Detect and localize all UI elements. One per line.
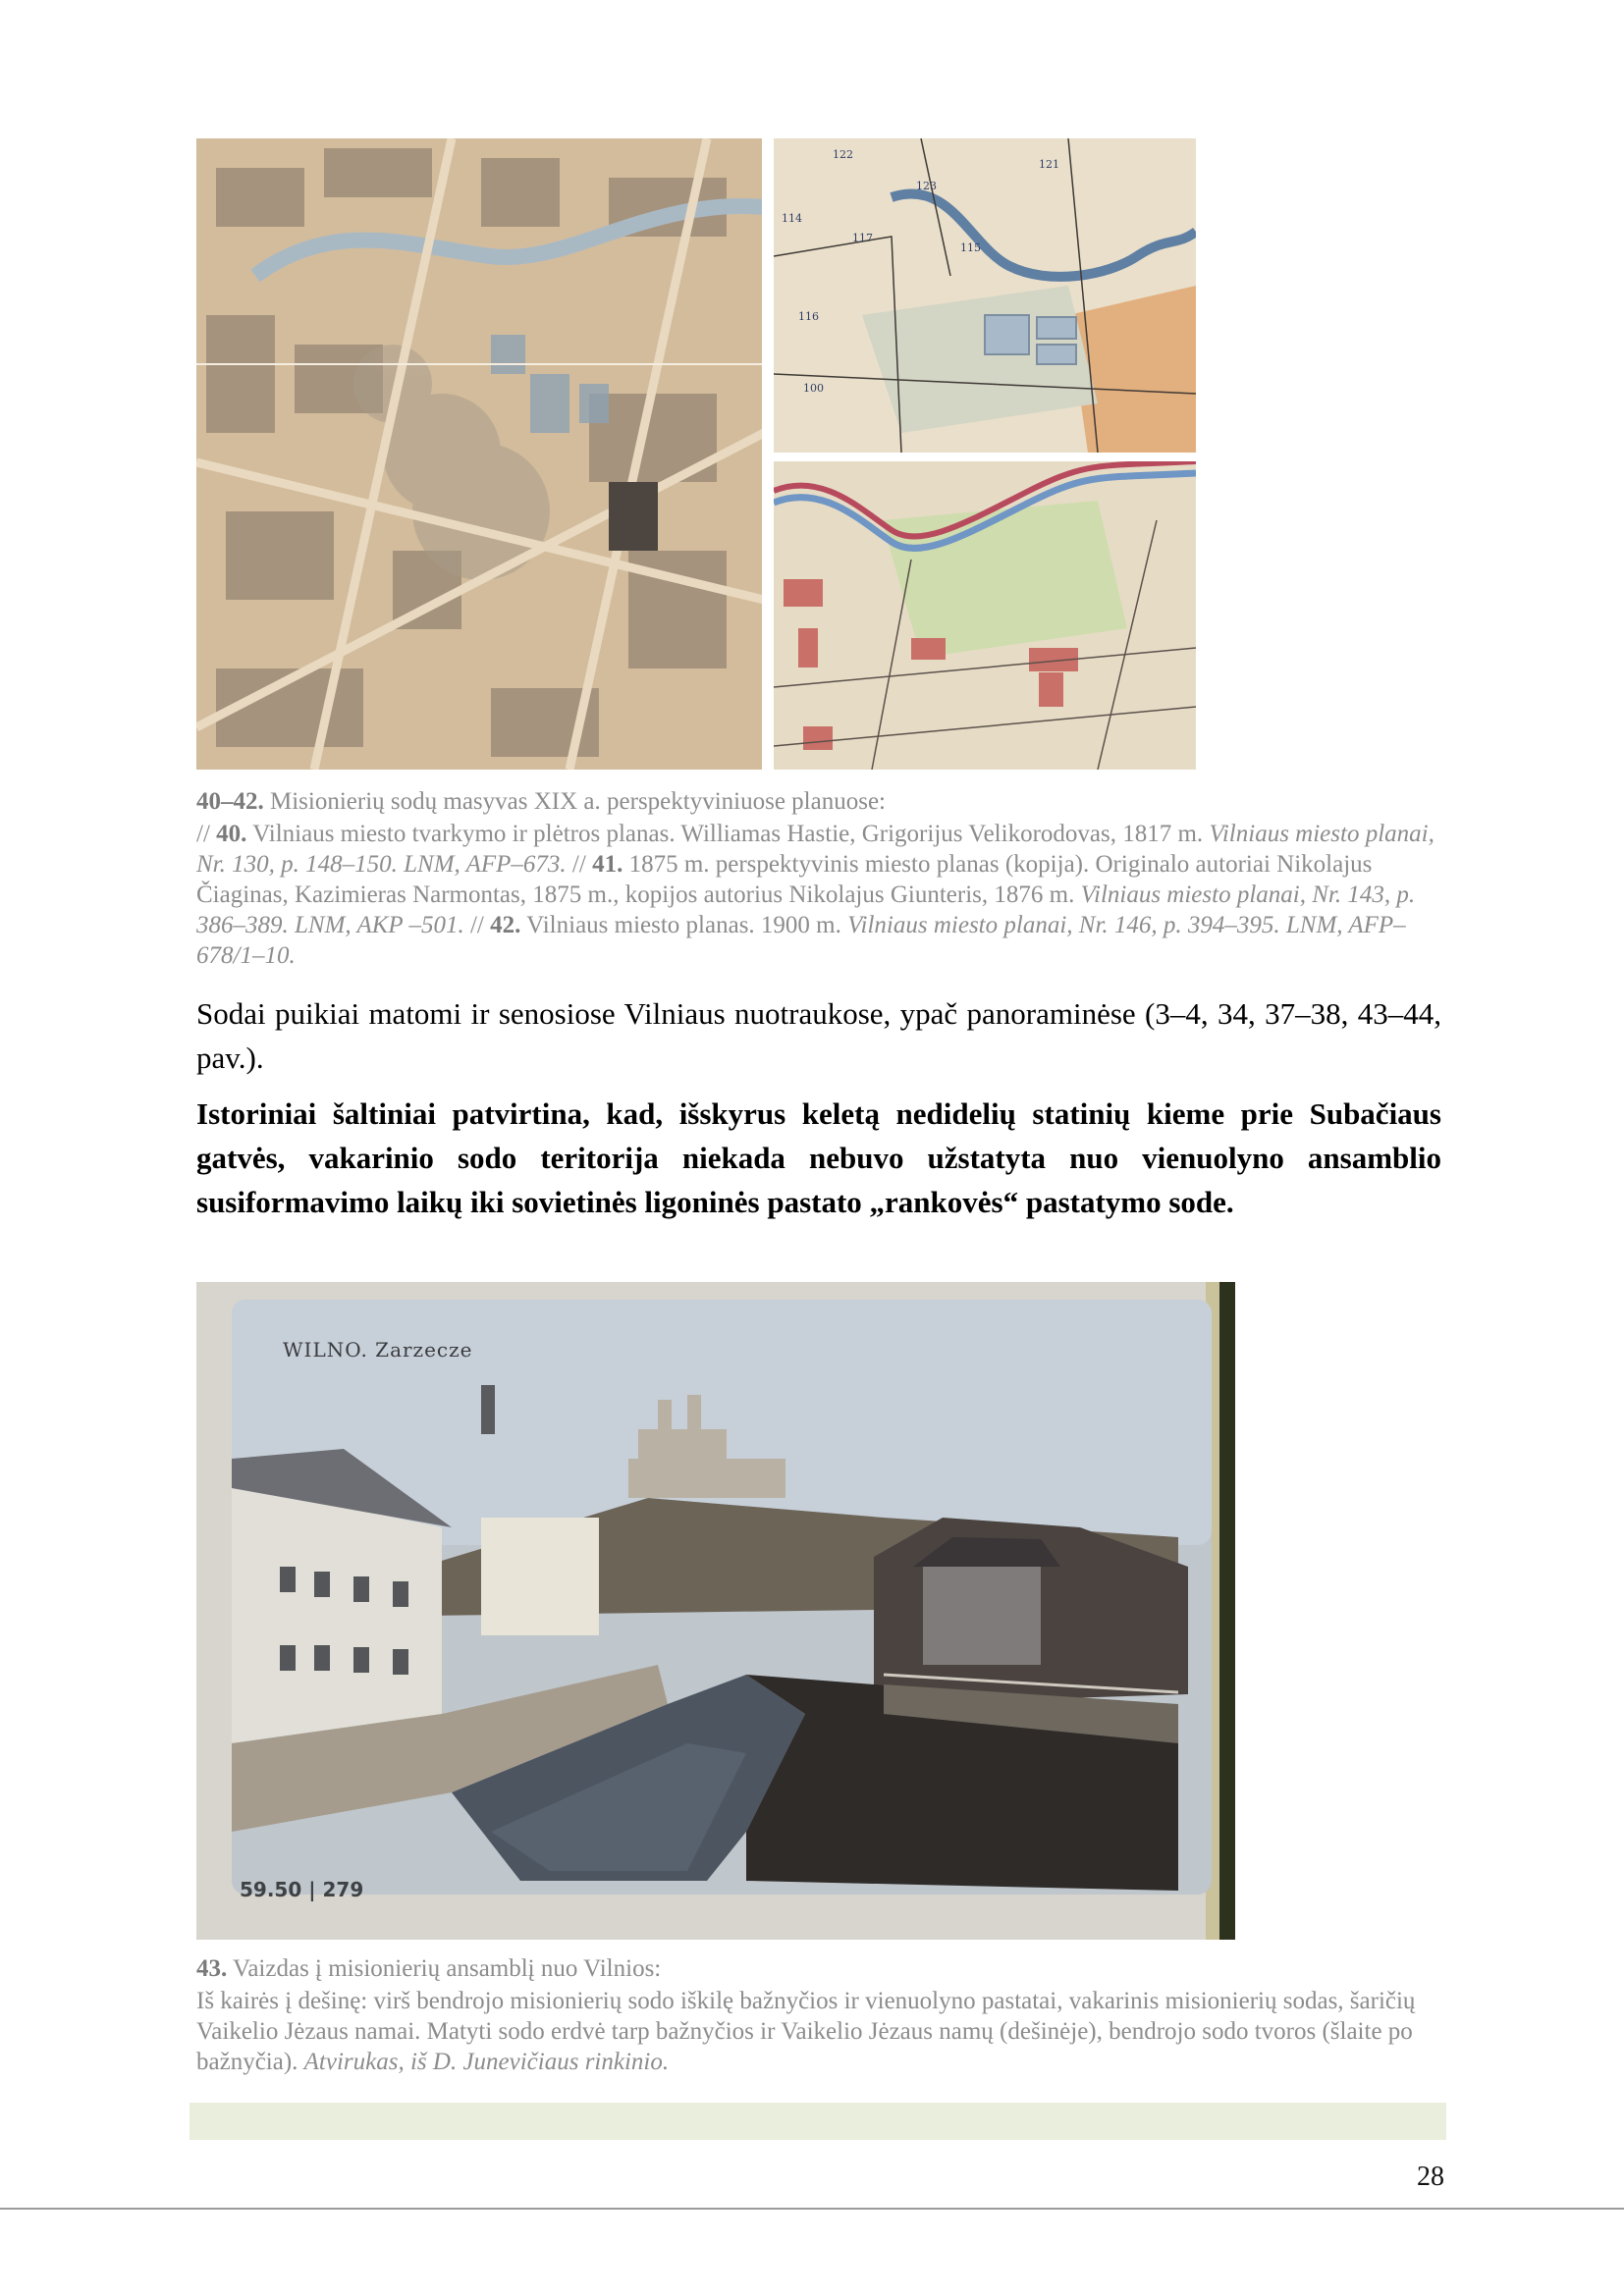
map-42-image bbox=[774, 461, 1196, 770]
figure-number: 43. bbox=[196, 1955, 228, 1982]
map-40-image bbox=[196, 138, 764, 770]
footer-green-band bbox=[189, 2103, 1446, 2140]
separator: // bbox=[463, 912, 491, 938]
caption-title: Vaizdas į misionierių ansamblį nuo Vilnios: bbox=[227, 1955, 662, 1982]
caption-40-42-body bbox=[196, 819, 1443, 971]
map-41-label: 115 bbox=[960, 241, 981, 254]
caption-text: Vilniaus miesto tvarkymo ir plėtros planas. Williamas Hastie, Grigorijus Velikorodovas, 1817 m. bbox=[246, 821, 1210, 847]
separator: // bbox=[196, 821, 217, 847]
paragraph-sodai: Sodai puikiai matomi ir senosiose Vilniaus nuotraukose, ypač panoraminėse (3–4, 34, 37–38, 43–44, pav.). bbox=[196, 996, 1441, 1075]
caption-source: Vilniaus miesto planai, Nr. 143, p. 386–389. LNM, AKP –501. bbox=[196, 881, 1416, 938]
map-41-label: 114 bbox=[782, 212, 802, 225]
caption-text: Iš kairės į dešinę: virš bendrojo misionierių sodo iškilę bažnyčios ir vienuolyno pastatai, vakarinis misionierių sodas, šaričių Vaikelio Jėzaus namai. Matyti sodo erdvė tarp bažnyčios ir Vaikelio Jėzaus namų (dešinėje), bendrojo sodo tvoros (šlaite po bažnyčia). bbox=[196, 1988, 1416, 2075]
caption-43 bbox=[196, 1953, 1443, 2077]
map-41-label: 116 bbox=[798, 310, 819, 323]
postcard-title: WILNO. Zarzecze bbox=[283, 1338, 473, 1362]
footer-rule bbox=[0, 2208, 1624, 2210]
postcard-43-figure bbox=[196, 1282, 1235, 1940]
postcard-stamp: 59.50 | 279 bbox=[240, 1878, 364, 1901]
map-41-figure bbox=[774, 138, 1196, 453]
map-42-figure bbox=[774, 461, 1196, 770]
figure-number: 40. bbox=[216, 821, 247, 847]
figure-number: 42. bbox=[490, 912, 521, 938]
caption-title: Misionierių sodų masyvas XIX a. perspektyviniuose planuose: bbox=[263, 788, 886, 815]
map-41-label: 122 bbox=[833, 148, 853, 161]
map-41-label: 123 bbox=[916, 180, 937, 192]
caption-43-body bbox=[196, 1986, 1443, 2077]
caption-source: Vilniaus miesto planai, Nr. 146, p. 394–395. LNM, AFP–678/1–10. bbox=[196, 912, 1406, 969]
map-41-label: 121 bbox=[1039, 158, 1059, 171]
figure-number: 40–42. bbox=[196, 788, 264, 815]
caption-40-42 bbox=[196, 786, 1443, 971]
map-40-figure bbox=[196, 138, 764, 770]
page-number: 28 bbox=[1417, 2162, 1444, 2192]
caption-source: Vilniaus miesto planai, Nr. 130, p. 148–150. LNM, AFP–673. bbox=[196, 821, 1435, 878]
paragraph-istoriniai: Istoriniai šaltiniai patvirtina, kad, išskyrus keletą nedidelių statinių kieme prie Subačiaus gatvės, vakarinio sodo teritorija niekada nebuvo užstatyta nuo vienuolyno ansamblio susiformavimo laikų iki sovietinės ligoninės pastato „rankovės“ pastatymo sode. bbox=[196, 1096, 1441, 1219]
postcard-43-image bbox=[196, 1282, 1235, 1940]
map-41-label: 100 bbox=[803, 382, 824, 395]
caption-text: 1875 m. perspektyvinis miesto planas (kopija). Originalo autoriai Nikolajus Čiaginas, Kazimieras Narmontas, 1875 m., kopijos autorius Nikolajus Giunteris, 1876 m. bbox=[196, 851, 1373, 908]
map-41-image bbox=[774, 138, 1196, 453]
caption-40-42-title bbox=[196, 786, 1443, 817]
figure-number: 41. bbox=[592, 851, 623, 878]
map-41-label: 117 bbox=[852, 232, 873, 244]
caption-43-title bbox=[196, 1953, 1443, 1984]
caption-source: Atvirukas, iš D. Junevičiaus rinkinio. bbox=[303, 2049, 670, 2075]
separator: // bbox=[566, 851, 593, 878]
caption-text: Vilniaus miesto planas. 1900 m. bbox=[520, 912, 848, 938]
